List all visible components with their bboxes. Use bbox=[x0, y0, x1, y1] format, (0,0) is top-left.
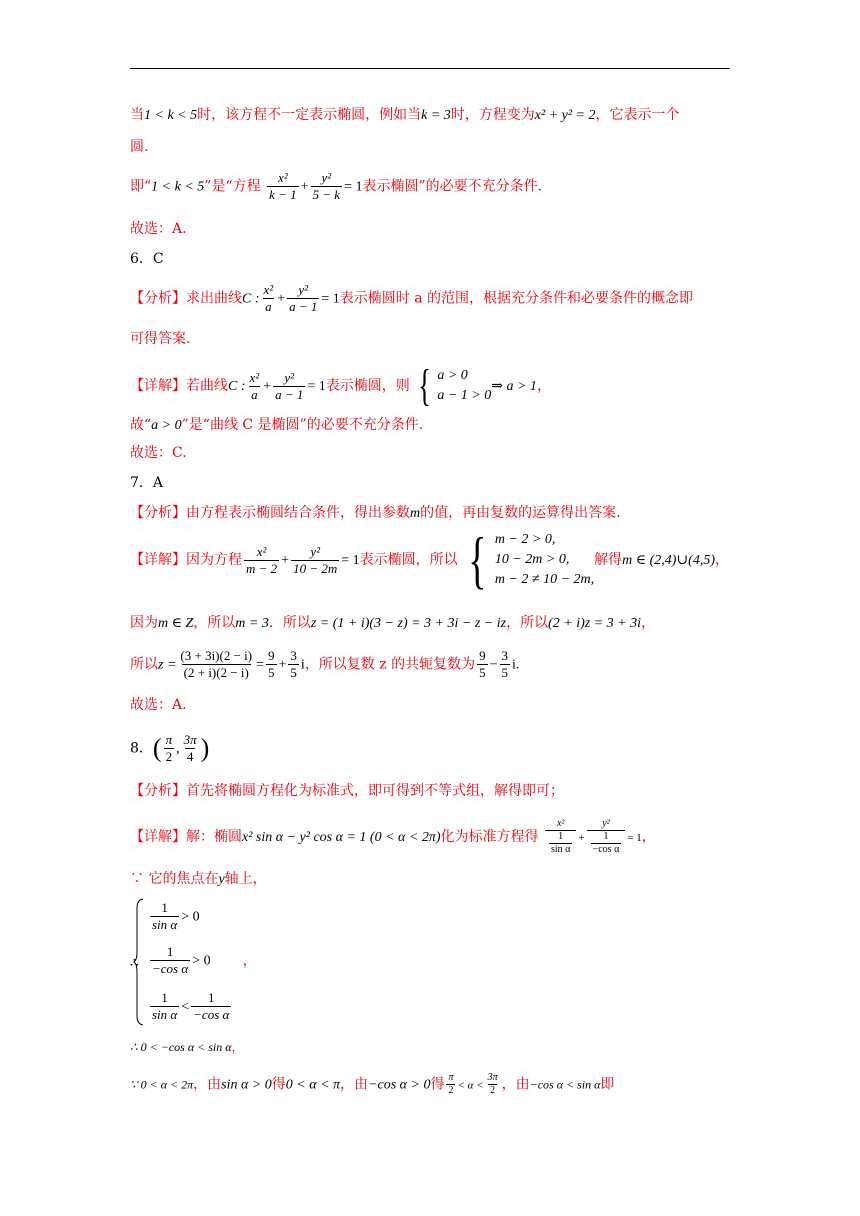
math: < α < bbox=[457, 1079, 484, 1092]
question-6-answer bbox=[130, 248, 740, 270]
text: 求出曲线 bbox=[186, 290, 242, 307]
math: a > 0 bbox=[151, 418, 182, 433]
text: 首先将椭圆方程化为标准式，即可得到不等式组，解得即可； bbox=[186, 783, 564, 799]
q6-analysis-line-2 bbox=[130, 328, 740, 350]
math: (2 + i)z = 3 + 3i bbox=[548, 616, 641, 631]
text: ， bbox=[640, 615, 655, 631]
tag: 【详解】 bbox=[130, 378, 186, 394]
fraction: $\frac{3}{5}$ bbox=[501, 648, 508, 680]
text: 所以 bbox=[130, 656, 158, 673]
fraction: $\frac{\text{y²}}{10 - 2m}$ bbox=[293, 543, 338, 576]
text: ，由 bbox=[501, 1076, 530, 1093]
math: > 0 bbox=[181, 909, 200, 925]
text: 表示椭圆，则 bbox=[325, 378, 410, 394]
math: i bbox=[300, 657, 305, 673]
text: 得 bbox=[271, 1076, 286, 1093]
math: . bbox=[515, 657, 520, 673]
q8-detail-line-4 bbox=[130, 1036, 740, 1058]
q7-detail-line-4 bbox=[130, 694, 740, 716]
system-row-1 bbox=[148, 900, 758, 933]
tag: 【详解】 bbox=[130, 829, 186, 845]
fraction: $\frac{9}{5}$ bbox=[268, 648, 275, 680]
text: ， bbox=[242, 952, 257, 969]
text: ”是“曲线 C 是椭圆”的必要不充分条件. bbox=[181, 417, 424, 433]
text: 化为标准方程得 bbox=[440, 829, 539, 845]
text: 表示椭圆，所以 bbox=[359, 552, 458, 568]
text: ∵ 它的焦点在 bbox=[130, 871, 219, 887]
text: 即“ bbox=[130, 178, 152, 195]
math: i bbox=[512, 657, 516, 673]
q8-detail-line-2 bbox=[130, 868, 740, 891]
fraction: $\frac{1}{\text{sin α}}$ bbox=[152, 900, 178, 932]
text: 即 bbox=[600, 1076, 615, 1093]
fraction: $\frac{\text{x²}}{m - 2}$ bbox=[246, 543, 278, 576]
fraction: $\frac{\text{x²}}{\frac{1}{\text{sin α}}}$ bbox=[545, 818, 576, 856]
q8-detail-line-5 bbox=[130, 1072, 740, 1097]
fraction: $\frac{\text{y²}}{\frac{1}{\text{−cos α}}}$ bbox=[587, 818, 626, 856]
fraction: $\frac{1}{\text{sin α}}$ bbox=[152, 990, 178, 1022]
math: sin α > 0 bbox=[221, 1077, 272, 1093]
q6-detail-line-3 bbox=[130, 442, 740, 464]
fraction: $\frac{\pi}{2}$ bbox=[165, 732, 173, 764]
fraction: $\frac{3\pi}{4}$ bbox=[183, 732, 197, 764]
math: 1 < k < 5 bbox=[144, 108, 198, 123]
math: m = 3 bbox=[235, 616, 269, 631]
math: k = 3 bbox=[421, 108, 451, 123]
text: 故选：A. bbox=[130, 221, 187, 237]
math: m ∈ (2,4)∪(4,5) bbox=[622, 553, 715, 568]
text: ， bbox=[641, 829, 656, 845]
tag: 【详解】 bbox=[130, 552, 186, 568]
text: ， bbox=[536, 378, 551, 394]
q6-detail-line-2 bbox=[130, 414, 740, 437]
fraction: $\frac{3\pi}{2}$ bbox=[487, 1072, 498, 1096]
math: −cos α > 0 bbox=[368, 1077, 431, 1093]
math: C : bbox=[228, 379, 246, 394]
header-rule bbox=[130, 68, 730, 69]
question-8-answer: 8．( $\frac{\pi}{2}$ , $\frac{3\pi}{4}$ ) bbox=[130, 732, 210, 764]
tag: 【分析】 bbox=[130, 505, 186, 521]
fraction: $\frac{1}{\text{−cos α}}$ bbox=[193, 990, 230, 1022]
text-line-2 bbox=[130, 136, 740, 158]
text: ，由 bbox=[340, 1076, 369, 1093]
q6-analysis: 【分析】求出曲线C : $\frac{\text{x²}}{a}$ + $\frac{\text{y²}}{a - 1}$ = 1表示椭圆时 a 的范围，根据充分条件和必要条件的概念即 bbox=[130, 282, 694, 314]
inequality-system: { m − 2 > 0, 10 − 2m > 0, m − 2 ≠ 10 − 2m, bbox=[468, 524, 595, 595]
text: 由方程表示椭圆结合条件，得出参数 bbox=[186, 505, 410, 521]
text: ，所以 bbox=[506, 615, 549, 631]
text: 因为方程 bbox=[186, 552, 242, 568]
math: ∵ 0 < α < 2π bbox=[130, 1077, 194, 1092]
fraction: $\frac{1}{\text{−cos α}}$ bbox=[152, 944, 189, 976]
text: ，由 bbox=[193, 1076, 222, 1093]
q8-detail: 【详解】解：椭圆x² sin α − y² cos α = 1 (0 < α < 2π)化为标准方程得 $\frac{\text{x²}}{\frac{1}{\text{sin α}}}$ + $\frac{\text{y²}}{\frac{1}{\text{−cos α}}}$ = 1， bbox=[130, 818, 656, 855]
text: ，它表示一个 bbox=[595, 107, 680, 123]
tag: 【分析】 bbox=[130, 783, 186, 799]
math: z = (1 + i)(3 − z) = 3 + 3i − z − iz bbox=[310, 616, 507, 631]
math: 0 < α < π bbox=[285, 1077, 341, 1093]
math: 1 < k < 5 bbox=[151, 179, 205, 195]
text: 得 bbox=[430, 1076, 445, 1093]
math: + bbox=[278, 657, 287, 673]
text: 当 bbox=[130, 107, 144, 123]
text: ，所以 bbox=[193, 615, 236, 631]
text: ”是“方程 bbox=[204, 178, 261, 195]
text: 因为 bbox=[130, 615, 158, 631]
q7-detail-line-3 bbox=[130, 648, 740, 681]
text: 轴上， bbox=[224, 871, 267, 887]
math: y bbox=[218, 872, 225, 887]
math: z = bbox=[158, 657, 177, 673]
math: m ∈ Z bbox=[158, 616, 194, 631]
therefore-sign: ∴ bbox=[130, 956, 139, 971]
text: ， bbox=[715, 552, 729, 568]
text-line-3: 即“1 < k < 5”是“方程 $\frac{\text{x²}}{k - 1}$ + $\frac{\text{y²}}{5 - k}$ = 1表示椭圆”的必要不充分条件. bbox=[130, 170, 543, 202]
text: 表示椭圆时 a 的范围，根据充分条件和必要条件的概念即 bbox=[339, 290, 694, 307]
text: 7．A bbox=[130, 475, 164, 491]
math: ⇒ a > 1 bbox=[491, 379, 537, 394]
math: = 1 bbox=[321, 291, 340, 307]
fraction: $\frac{\text{x²}}{a}$ bbox=[263, 282, 274, 314]
text: ，所以复数 z 的共轭复数为 bbox=[304, 656, 476, 673]
q6-detail: 【详解】若曲线C : $\frac{\text{x²}}{a}$ + $\frac{\text{y²}}{a - 1}$ = 1表示椭圆，则 { a > 0 a − 1 > 0 ⇒ a > 1， bbox=[130, 361, 551, 410]
text: 8． bbox=[130, 740, 153, 757]
fraction: $\frac{(3 + 3i)(2 - i)}{(2 + i)(2 - i)}$ bbox=[180, 648, 253, 680]
math: < bbox=[181, 999, 190, 1015]
math: = 1 bbox=[307, 379, 326, 394]
q7-analysis bbox=[130, 502, 740, 525]
math: m bbox=[410, 506, 421, 521]
q8-analysis bbox=[130, 780, 740, 802]
fraction: $\frac{\text{x²}}{a}$ bbox=[249, 369, 260, 402]
fraction: $\frac{9}{5}$ bbox=[479, 648, 486, 680]
text: 若曲线 bbox=[186, 378, 228, 394]
math: = 1 bbox=[344, 179, 363, 195]
text: 时，该方程不一定表示椭圆，例如当 bbox=[197, 107, 422, 123]
math: = bbox=[256, 657, 265, 673]
system-row-2 bbox=[148, 944, 758, 977]
text-line-4 bbox=[130, 218, 740, 240]
math: −cos α < sin α bbox=[529, 1077, 601, 1092]
text-line-1 bbox=[130, 104, 740, 127]
math: > 0 bbox=[192, 953, 211, 969]
q7-detail-line-2 bbox=[130, 612, 740, 635]
fraction: $\frac{\text{y²}}{a - 1}$ bbox=[275, 369, 304, 402]
inequality-system: { a > 0 a − 1 > 0 bbox=[418, 361, 492, 410]
fraction: $\frac{\text{y²}}{5 - k}$ bbox=[312, 170, 341, 202]
text: 故“ bbox=[130, 417, 152, 433]
math: = 1 bbox=[627, 832, 642, 844]
math: − bbox=[489, 657, 498, 673]
fraction: $\frac{\text{y²}}{a - 1}$ bbox=[289, 282, 318, 314]
text: ， bbox=[231, 1040, 244, 1054]
math: ∴ 0 < −cos α < sin α bbox=[130, 1040, 232, 1054]
text: 故选：C. bbox=[130, 445, 187, 461]
text: 6．C bbox=[130, 251, 164, 267]
text: 圆. bbox=[130, 139, 149, 155]
text: 可得答案. bbox=[130, 331, 191, 347]
text: 故选：A. bbox=[130, 697, 187, 713]
math: = 1 bbox=[341, 553, 360, 568]
question-7-answer bbox=[130, 472, 740, 494]
q7-detail: 【详解】因为方程 $\frac{\text{x²}}{m - 2}$ + $\frac{\text{y²}}{10 - 2m}$ = 1表示椭圆，所以 { m − 2 > 0, 10 − 2m > 0, m − 2 ≠ 10 − 2m, 解得m ∈ (2,4)∪(4,5)， bbox=[130, 524, 729, 595]
text: ．所以 bbox=[268, 615, 311, 631]
text: 解：椭圆 bbox=[186, 829, 242, 845]
text: 时，方程变为 bbox=[450, 107, 535, 123]
fraction: $\frac{\pi}{2}$ bbox=[448, 1072, 454, 1096]
tag: 【分析】 bbox=[130, 290, 186, 307]
system-row-3 bbox=[148, 990, 758, 1023]
fraction: $\frac{3}{5}$ bbox=[290, 648, 297, 680]
math: C : bbox=[242, 291, 260, 307]
text: 的值，再由复数的运算得出答案. bbox=[420, 505, 621, 521]
fraction: $\frac{\text{x²}}{k - 1}$ bbox=[269, 170, 297, 202]
math: x² + y² = 2 bbox=[534, 108, 596, 123]
math: x² sin α − y² cos α = 1 (0 < α < 2π) bbox=[242, 830, 441, 845]
text: 解得 bbox=[594, 552, 623, 568]
text: 表示椭圆”的必要不充分条件. bbox=[362, 178, 543, 195]
